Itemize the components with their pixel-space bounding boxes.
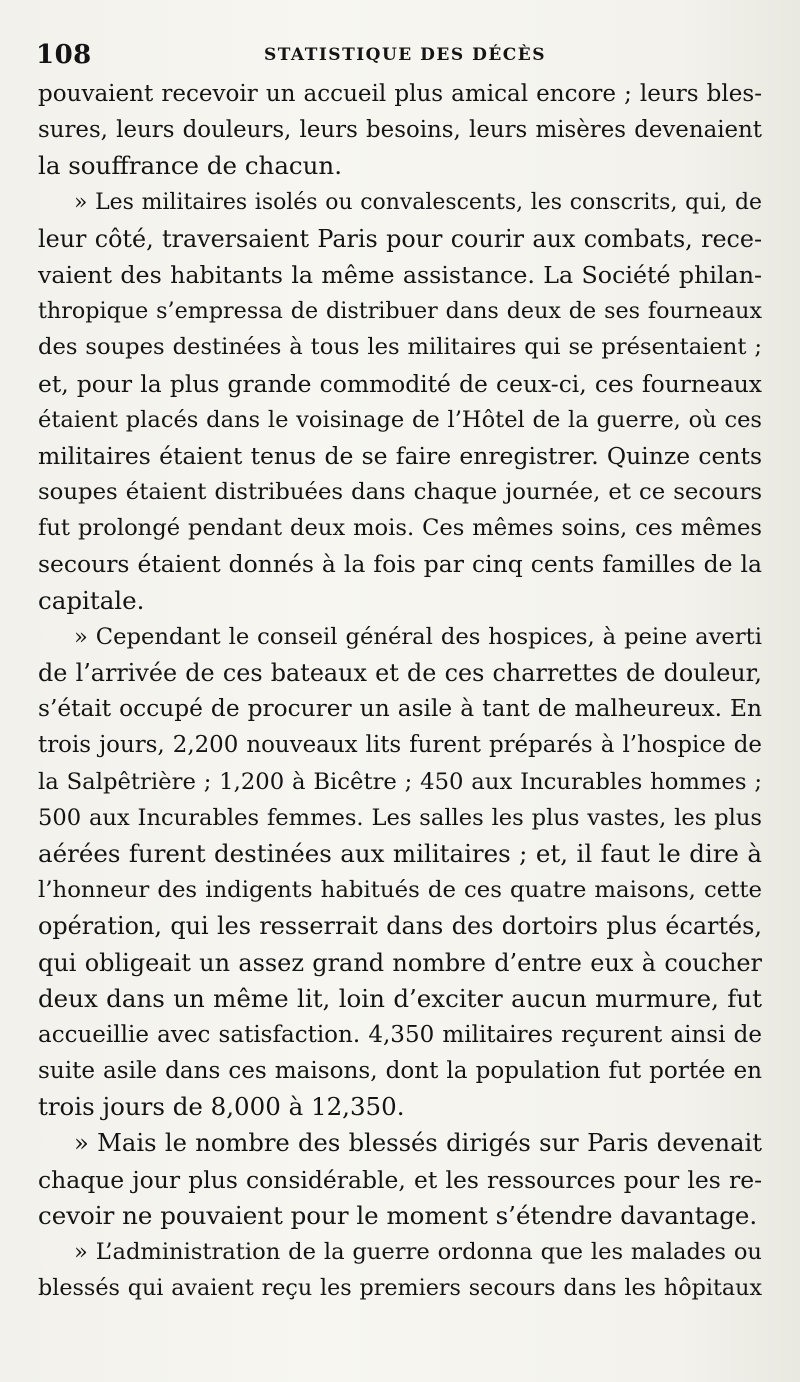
text-line: vaient des habitants la même assistance. La Société philan- bbox=[38, 260, 762, 289]
text-line: trois jours de 8,000 à 12,350. bbox=[38, 1092, 405, 1122]
text-line: 500 aux Incurables femmes. Les salles les plus vastes, les plus bbox=[38, 804, 762, 831]
page-number: 108 bbox=[36, 40, 92, 70]
text-line: thropique s’empressa de distribuer dans deux de ses fourneaux bbox=[38, 298, 762, 325]
text-line: trois jours, 2,200 nouveaux lits furent préparés à l’hospice de bbox=[38, 732, 762, 759]
text-line: capitale. bbox=[38, 585, 145, 615]
text-line: » Les militaires isolés ou convalescents, les conscrits, qui, de bbox=[74, 189, 762, 215]
text-line: la Salpêtrière ; 1,200 à Bicêtre ; 450 aux Incurables hommes ; bbox=[38, 768, 762, 795]
running-head: STATISTIQUE DES DÉCÈS bbox=[263, 45, 547, 65]
text-line: étaient placés dans le voisinage de l’Hôtel de la guerre, où ces bbox=[38, 406, 762, 433]
text-line: militaires étaient tenus de se faire enregistrer. Quinze cents bbox=[38, 441, 762, 470]
text-line: » Cependant le conseil général des hospices, à peine averti bbox=[74, 623, 762, 650]
text-line: l’honneur des indigents habitués de ces quatre maisons, cette bbox=[38, 877, 762, 904]
text-line: de l’arrivée de ces bateaux et de ces charrettes de douleur, bbox=[38, 659, 762, 687]
text-line: blessés qui avaient reçu les premiers secours dans les hôpitaux bbox=[38, 1275, 762, 1302]
text-line: accueillie avec satisfaction. 4,350 militaires reçurent ainsi de bbox=[38, 1021, 762, 1048]
text-line: et, pour la plus grande commodité de ceux-ci, ces fourneaux bbox=[38, 369, 762, 398]
text-line: » Mais le nombre des blessés dirigés sur Paris devenait bbox=[74, 1129, 762, 1158]
page-header bbox=[36, 40, 764, 70]
text-line: deux dans un même lit, loin d’exciter aucun murmure, fut bbox=[38, 983, 762, 1013]
text-line: la souffrance de chacun. bbox=[38, 151, 342, 181]
text-line: leur côté, traversaient Paris pour courir aux combats, rece- bbox=[38, 224, 762, 253]
body-text bbox=[38, 76, 762, 1306]
text-line: fut prolongé pendant deux mois. Ces mêmes soins, ces mêmes bbox=[38, 515, 762, 542]
text-line: » L’administration de la guerre ordonna que les malades ou bbox=[74, 1239, 762, 1265]
text-line: des soupes destinées à tous les militaires qui se présentaient ; bbox=[38, 334, 762, 361]
text-line: qui obligeait un assez grand nombre d’entre eux à coucher bbox=[38, 948, 762, 977]
text-line: chaque jour plus considérable, et les ressources pour les re- bbox=[38, 1165, 762, 1194]
text-line: suite asile dans ces maisons, dont la population fut portée en bbox=[38, 1058, 762, 1085]
text-line: cevoir ne pouvaient pour le moment s’étendre davantage. bbox=[38, 1200, 758, 1230]
text-line: opération, qui les resserrait dans des dortoirs plus écartés, bbox=[38, 912, 762, 941]
text-line: sures, leurs douleurs, leurs besoins, leurs misères devenaient bbox=[38, 117, 762, 144]
text-line: aérées furent destinées aux militaires ; et, il faut le dire à bbox=[38, 838, 762, 868]
text-line: pouvaient recevoir un accueil plus amical encore ; leurs bles- bbox=[38, 81, 762, 107]
text-line: secours étaient donnés à la fois par cinq cents familles de la bbox=[38, 550, 762, 579]
text-line: s’était occupé de procurer un asile à tant de malheureux. En bbox=[38, 695, 762, 723]
text-line: soupes étaient distribuées dans chaque journée, et ce secours bbox=[38, 479, 762, 506]
